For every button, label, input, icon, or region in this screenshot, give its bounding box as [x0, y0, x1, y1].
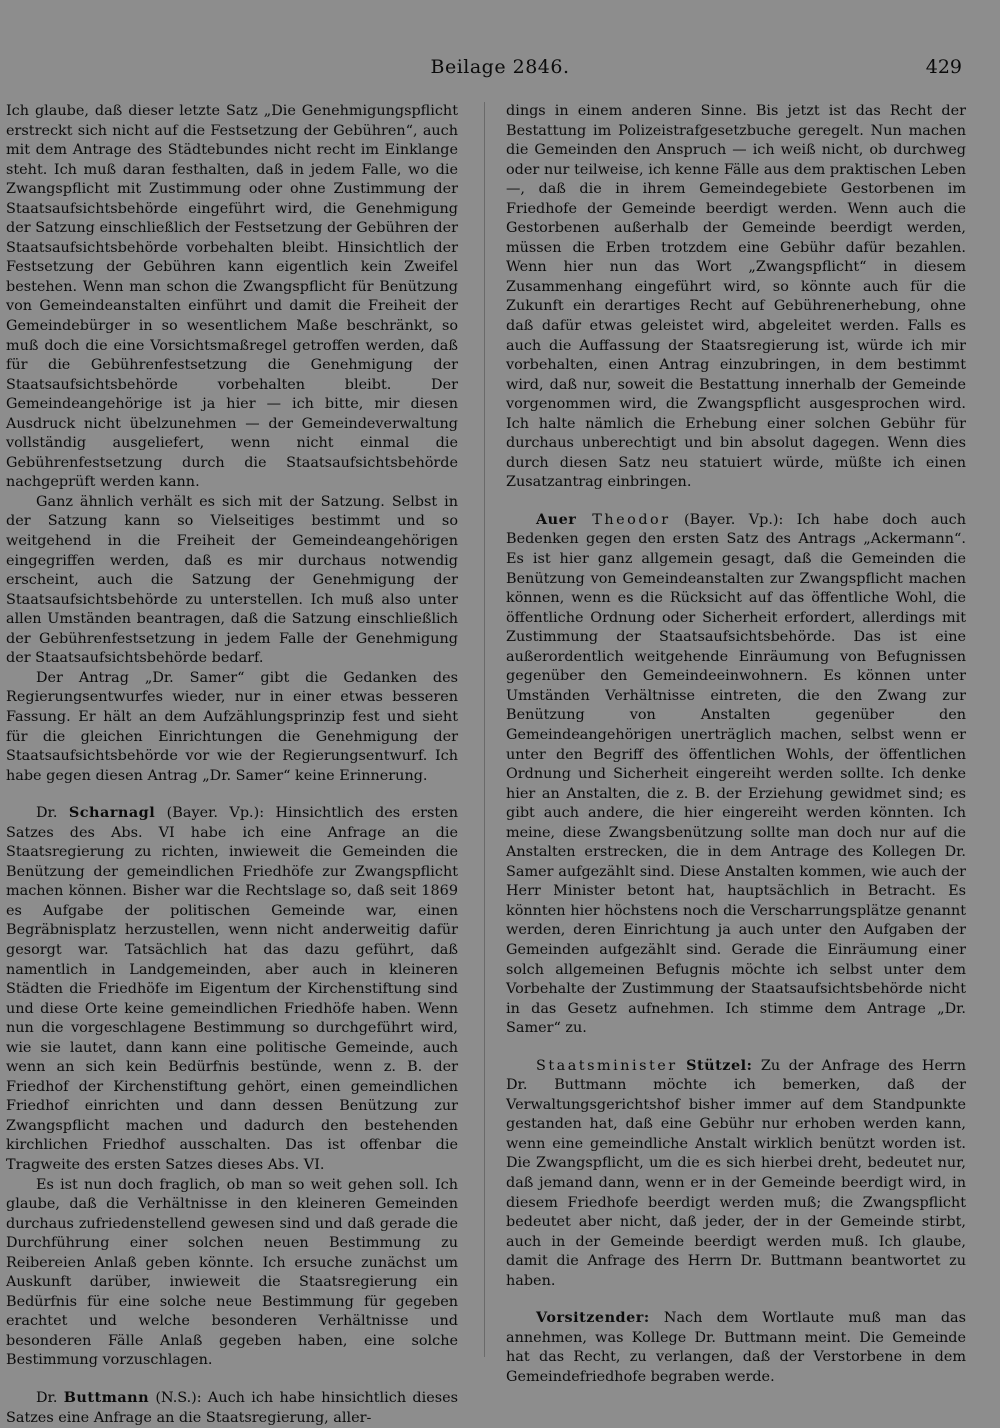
speaker-name: Scharnagl [68, 804, 156, 822]
page-header [0, 56, 1000, 86]
speech-text: (Bayer. Vp.): Ich habe doch auch Bedenken gegen den ersten Satz des Antrags „Ackermann“. Es ist hier ganz allgemein gesagt, daß die Gemeinden die Benützung von Gemeindeanstalten zur Zwangspflicht machen können, wenn es die Rücksicht auf das öffentliche Wohl, die öffentliche Ordnung oder Sicherheit erfordert, allerdings mit Zustimmung der Staatsaufsichtsbehörde. Das ist eine außerordentlich weitgehende Einräumung von Befugnissen gegenüber den Gemeindeeinwohnern. Es können unter Umständen Verhältnisse eintreten, die den Zwang zur Benützung von Anstalten gegenüber den Gemeindeangehörigen unerträglich machen, selbst wenn er unter den Begriff des öffentlichen Wohls, der öffentlichen Ordnung und Sicherheit eingereiht werden sollte. Ich denke hier an Anstalten, die z. B. der Erziehung gewidmet sind; es gibt auch andere, die hier eingereiht werden könnten. Ich meine, diese Zwangsbenützung sollte man doch nur auf die Anstalten erstrecken, die in dem Antrage des Kollegen Dr. Samer aufgezählt sind. Diese Anstalten kommen, wie auch der Herr Minister betont hat, hauptsächlich in Betracht. Es könnten hier höchstens noch die Verscharrungsplätze genannt werden, deren Einrichtung ja auch unter den Aufgaben der Gemeinden aufgezählt sind. Gerade die Einräumung einer solch allgemeinen Befugnis möchte ich selbst unter dem Vorbehalte der Zustimmung der Staatsaufsichtsbehörde nicht in das Gesetz aufnehmen. Ich stimme dem Antrage „Dr. Samer“ zu. [506, 511, 966, 1037]
column-divider [484, 102, 485, 1357]
speech-text: (Bayer. Vp.): Hinsichtlich des ersten Satzes des Abs. VI habe ich eine Anfrage an die Staatsregierung zu richten, inwieweit die Gemeinden die Benützung der gemeindlichen Friedhöfe zur Zwangspflicht machen können. Bisher war die Rechtslage so, daß seit 1869 es Aufgabe der politischen Gemeinde war, einen Begräbnisplatz herzustellen, wenn nicht anderweitig dafür gesorgt war. Tatsächlich hat das dazu geführt, daß namentlich in Landgemeinden, aber auch in kleineren Städten die Friedhöfe im Eigentum der Kirchenstiftung sind und diese Orte keine gemeindlichen Friedhöfe haben. Wenn nun die vorgeschlagene Bestimmung so durchgeführt wird, wie sie lautet, dann kann eine politische Gemeinde, auch wenn an sich kein Bedürfnis bestünde, wenn z. B. der Friedhof der Kirchenstiftung gehört, einen gemeindlichen Friedhof einrichten und dann dessen Benützung zur Zwangspflicht machen und dadurch den bestehenden kirchlichen Friedhof ausschalten. Das ist offenbar die Tragweite des ersten Satzes dieses Abs. VI. [6, 805, 458, 1173]
page-number: 429 [925, 56, 962, 78]
speech-stuetzel [506, 1056, 966, 1292]
speech-text: (N.S.): Auch ich habe hinsichtlich dieses Satzes eine Anfrage an die Staatsregierung, aller- [6, 1390, 458, 1426]
speaker-prefix: Dr. [36, 1390, 64, 1406]
speech-text: Zu der Anfrage des Herrn Dr. Buttmann möchte ich bemerken, daß der Verwaltungsgerichtshof bisher immer auf dem Standpunkte gestanden hat, daß eine Gebühr nur erhoben werden kann, wenn eine gemeindliche Anstalt wirklich benützt worden ist. Die Zwangspflicht, um die es sich hierbei dreht, bedeutet nur, daß jemand dann, wenn er in der Gemeinde beerdigt wird, in diesem Friedhofe beerdigt werden muß; die Zwangspflicht bedeutet aber nicht, daß jeder, der in der Gemeinde stirbt, auch in der Gemeinde beerdigt werden muß. Ich glaube, damit die Anfrage des Herrn Dr. Buttmann beantwortet zu haben. [506, 1057, 966, 1289]
speaker-name: Stützel: [686, 1056, 753, 1074]
paragraph: dings in einem anderen Sinne. Bis jetzt ist das Recht der Bestattung im Polizeistrafgesetzbuche geregelt. Nun machen die Gemeinden den Anspruch — ich weiß nicht, ob durchweg oder nur teilweise, ich kenne Fälle aus dem praktischen Leben —, daß die in ihrem Gemeindegebiete Gestorbenen im Friedhofe der Gemeinde beerdigt werden. Wenn auch die Gestorbenen außerhalb der Gemeinde beerdigt werden, müssen die Erben trotzdem eine Gebühr dafür bezahlen. Wenn hier nun das Wort „Zwangspflicht“ in diesem Zusammenhang eingeführt wird, so könnte auch für die Zukunft ein derartiges Recht auf Gebührenerhebung, ohne daß dafür etwas geleistet wird, abgeleitet werden. Falls es auch die Auffassung der Staatsregierung ist, würde ich mir vorbehalten, einen Antrag einzubringen, in dem bestimmt wird, daß nur, soweit die Bestattung innerhalb der Gemeinde vorgenommen wird, die Zwangspflicht ausgesprochen wird. Ich halte nämlich die Erhebung einer solchen Gebühr für durchaus unberechtigt und bin absolut dagegen. Wenn dies durch diesen Satz neu statuiert würde, müßte ich einen Zusatzantrag einbringen. [506, 103, 966, 491]
speech-auer [506, 510, 966, 1039]
speech-scharnagl [6, 803, 458, 1175]
speech-vorsitzender [506, 1308, 966, 1387]
paragraph: Es ist nun doch fraglich, ob man so weit gehen soll. Ich glaube, daß die Verhältnisse in den kleineren Gemeinden durchaus zufriedenstellend gewesen sind und daß gerade die Durchführung einer solchen neuen Bestimmung zu Reibereien Anlaß geben könnte. Ich ersuche zunächst um Auskunft darüber, inwieweit die Staatsregierung ein Bedürfnis für eine solche neue Bestimmung für gegeben erachtet und welche besonderen Verhältnisse und besonderen Fälle Anlaß gegeben haben, eine solche Bestimmung vorzuschlagen. [6, 1176, 458, 1369]
speaker-name: Vorsitzender: [536, 1309, 650, 1327]
running-title: Beilage 2846. [430, 56, 570, 78]
speech-text: Nach dem Wortlaute muß man das annehmen, was Kollege Dr. Buttmann meint. Die Gemeinde hat das Recht, zu verlangen, daß der Verstorbene in dem Gemeindefriedhofe begraben werde. [506, 1310, 966, 1385]
paragraph: Ich glaube, daß dieser letzte Satz „Die Genehmigungspflicht erstreckt sich nicht auf die Festsetzung der Gebühren“, auch mit dem Antrage des Städtebundes nicht recht im Einklange steht. Ich muß daran festhalten, daß in jedem Falle, wo die Zwangspflicht mit Zustimmung oder ohne Zustimmung der Staatsaufsichtsbehörde eingeführt wird, die Genehmigung der Satzung einschließlich der Festsetzung der Gebühren der Staatsaufsichtsbehörde vorbehalten bleibt. Hinsichtlich der Festsetzung der Gebühren kann eigentlich kein Zweifel bestehen. Wenn man schon die Zwangspflicht für Benützung von Gemeindeanstalten einführt und damit die Freiheit der Gemeindebürger in so wesentlichem Maße beschränkt, so muß doch die eine Vorsichtsmaßregel getroffen werden, daß für die Gebührenfestsetzung die Genehmigung der Staatsaufsichtsbehörde vorbehalten bleibt. Der Gemeindeangehörige ist ja hier — ich bitte, mir diesen Ausdruck nicht übelzunehmen — der Gemeindeverwaltung vollständig ausgeliefert, wenn nicht einmal die Gebührenfestsetzung durch die Staatsaufsichtsbehörde nachgeprüft werden kann. [6, 103, 458, 491]
speech-buttmann [6, 1388, 458, 1428]
speaker-prefix: Dr. [36, 805, 69, 822]
right-column [506, 102, 966, 1387]
paragraph: Der Antrag „Dr. Samer“ gibt die Gedanken des Regierungsentwurfes wieder, nur in einer etwas besseren Fassung. Er hält an dem Aufzählungsprinzip fest und sieht für die gleichen Einrichtungen die Genehmigung der Staatsaufsichtsbehörde vor wie der Regierungsentwurf. Ich habe gegen diesen Antrag „Dr. Samer“ keine Erinnerung. [6, 669, 458, 784]
paragraph: Ganz ähnlich verhält es sich mit der Satzung. Selbst in der Satzung kann so Vielseitiges bestimmt und so weitgehend in die Freiheit der Gemeindeangehörigen eingegriffen werden, daß es mir durchaus notwendig erscheint, auch die Satzung der Genehmigung der Staatsaufsichtsbehörde zu unterstellen. Ich muß also unter allen Umständen beantragen, daß die Satzung einschließlich der Gebührenfestsetzung in jedem Falle der Genehmigung der Staatsaufsichtsbehörde bedarf. [6, 493, 458, 667]
speaker-name: Auer [536, 510, 577, 528]
speaker-firstname: Theodor [576, 511, 671, 528]
speaker-title: Staatsminister [536, 1057, 678, 1074]
speaker-name: Buttmann [63, 1389, 150, 1406]
left-column [6, 102, 458, 1428]
